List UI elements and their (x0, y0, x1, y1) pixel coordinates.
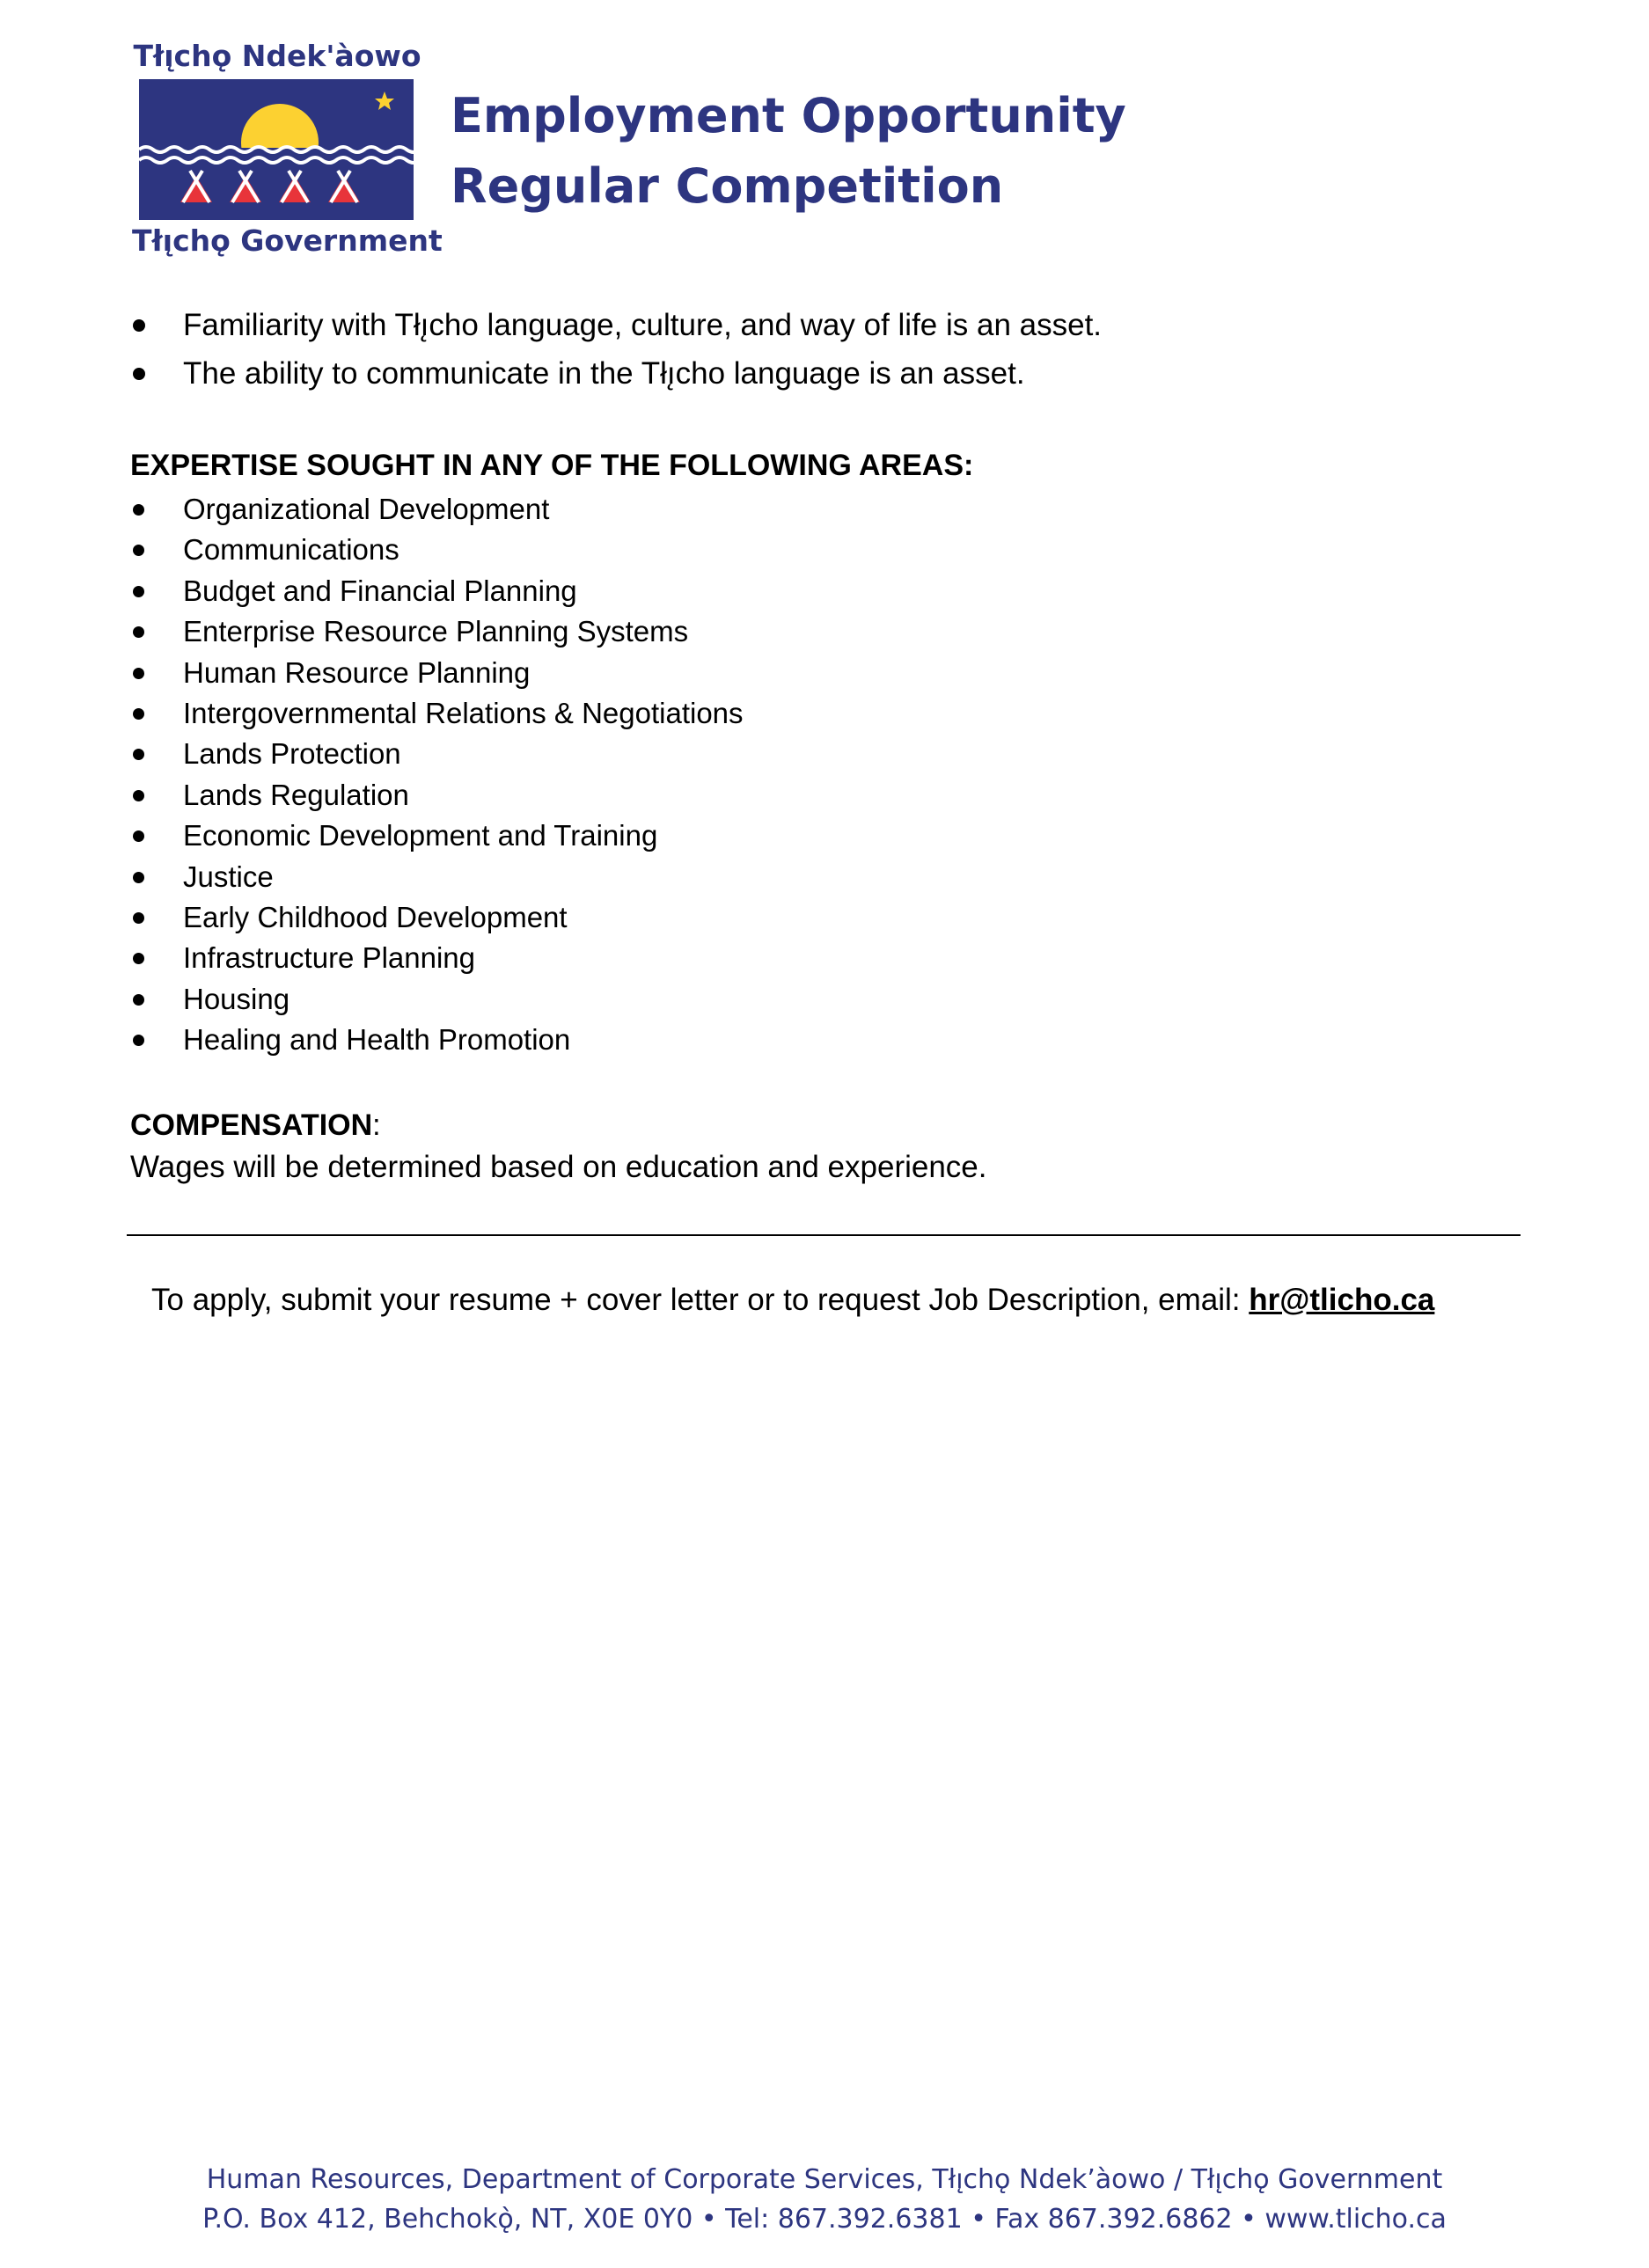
apply-instructions (151, 1283, 1434, 1318)
title-line-1: Employment Opportunity (451, 88, 1126, 143)
compensation-heading (130, 1108, 381, 1143)
title-line-2: Regular Competition (451, 158, 1004, 214)
apply-text: To apply, submit your resume + cover letter or to request Job Description, email: (151, 1283, 1250, 1317)
compensation-colon: : (372, 1108, 381, 1142)
footer (0, 2160, 1649, 2239)
list-item: Housing (130, 979, 744, 1020)
list-item: Organizational Development (130, 489, 744, 530)
list-item: Early Childhood Development (130, 897, 744, 938)
list-item: Familiarity with Tłı̨cho language, culture, and way of life is an asset. (130, 301, 1102, 349)
compensation-title: COMPENSATION (130, 1108, 373, 1142)
expertise-heading: EXPERTISE SOUGHT IN ANY OF THE FOLLOWING AREAS: (130, 449, 974, 482)
list-item: Human Resource Planning (130, 653, 744, 693)
list-item: Lands Regulation (130, 775, 744, 816)
list-item: The ability to communicate in the Tłı̨cho language is an asset. (130, 349, 1102, 398)
email-link[interactable]: hr@tlicho.ca (1249, 1283, 1435, 1317)
list-item: Lands Protection (130, 734, 744, 774)
requirements-list (130, 301, 1102, 398)
page-title (451, 81, 1126, 222)
list-item: Budget and Financial Planning (130, 571, 744, 611)
logo-bottom-text: Tłı̨chǫ Government (132, 223, 443, 258)
footer-line-2: P.O. Box 412, Behchokǫ̀, NT, X0E 0Y0 • Tel: 867.392.6381 • Fax 867.392.6862 • www.tlicho.ca (202, 2204, 1447, 2235)
list-item: Enterprise Resource Planning Systems (130, 611, 744, 652)
list-item: Justice (130, 857, 744, 897)
divider (127, 1234, 1521, 1236)
list-item: Healing and Health Promotion (130, 1020, 744, 1060)
list-item: Infrastructure Planning (130, 938, 744, 978)
footer-line-1: Human Resources, Department of Corporate Services, Tłı̨chǫ Ndek’àowo / Tłı̨chǫ Government (206, 2164, 1443, 2195)
list-item: Economic Development and Training (130, 816, 744, 856)
logo-top-text: Tłı̨chǫ Ndek'àowo (133, 39, 421, 73)
tlicho-flag-emblem (139, 79, 414, 220)
list-item: Communications (130, 530, 744, 570)
list-item: Intergovernmental Relations & Negotiations (130, 693, 744, 734)
expertise-list (130, 489, 744, 1061)
compensation-text: Wages will be determined based on education and experience. (130, 1150, 987, 1184)
